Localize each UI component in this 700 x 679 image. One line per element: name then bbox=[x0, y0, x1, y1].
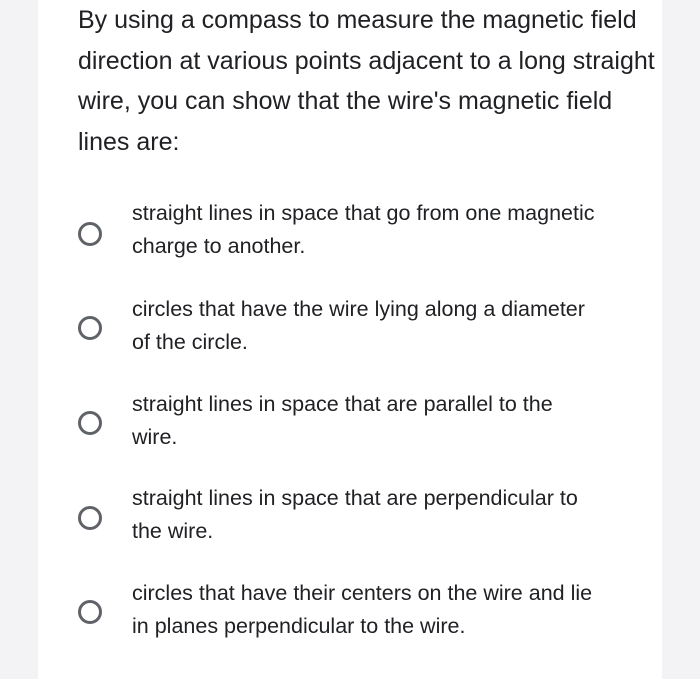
radio-button-1[interactable] bbox=[78, 222, 102, 246]
radio-button-5[interactable] bbox=[78, 600, 102, 624]
radio-button-2[interactable] bbox=[78, 316, 102, 340]
radio-button-3[interactable] bbox=[78, 411, 102, 435]
option-4-label[interactable]: straight lines in space that are perpendicular to the wire. bbox=[132, 486, 578, 543]
option-2-label[interactable]: circles that have the wire lying along a diameter of the circle. bbox=[132, 297, 585, 354]
question-text: By using a compass to measure the magnetic field direction at various points adjacent to a long straight wire, you can show that the wire's magnetic field lines are: bbox=[78, 6, 655, 156]
option-5[interactable] bbox=[78, 577, 638, 647]
question-card bbox=[38, 0, 662, 679]
option-1-label[interactable]: straight lines in space that go from one magnetic charge to another. bbox=[132, 201, 595, 258]
option-2[interactable] bbox=[78, 293, 638, 363]
option-1[interactable] bbox=[78, 197, 638, 267]
option-3-label[interactable]: straight lines in space that are parallel to the wire. bbox=[132, 392, 553, 449]
option-4[interactable] bbox=[78, 482, 638, 552]
option-5-label[interactable]: circles that have their centers on the wire and lie in planes perpendicular to the wire. bbox=[132, 581, 593, 638]
option-3[interactable] bbox=[78, 388, 638, 458]
radio-button-4[interactable] bbox=[78, 506, 102, 530]
